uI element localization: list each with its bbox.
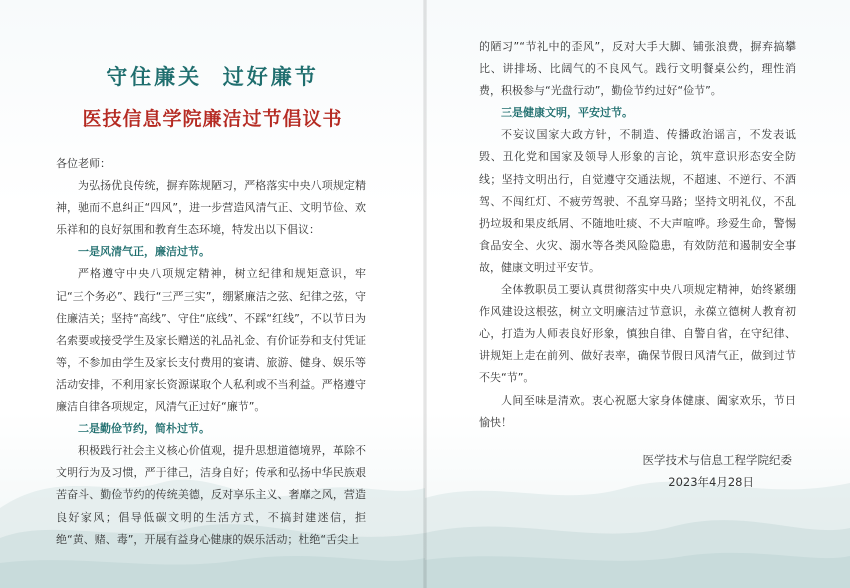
main-title: 医技信息学院廉洁过节倡议书 bbox=[82, 108, 343, 130]
section-2-body: 积极践行社会主义核心价值观，提升思想道德境界，革除不文明行为及习惯，严于律己，洁身自好；传承和弘扬中华民族艰苦奋斗、勤俭节约的传统美德，反对享乐主义、奢靡之风，营造良好家风；倡导低碳文明的生活方式，不搞封建迷信，拒绝“黄、赌、毒”，开展有益身心健康的娱乐活动；杜绝“舌尖上 bbox=[56, 444, 366, 546]
wishes: 人间至味是清欢。衷心祝愿大家身体健康、阖家欢乐，节日愉快！ bbox=[479, 393, 796, 429]
salutation: 各位老师： bbox=[56, 157, 111, 170]
section-1-title: 一是风清气正，廉洁过节。 bbox=[78, 245, 210, 259]
signature-org: 医学技术与信息工程学院纪委 bbox=[642, 453, 792, 467]
section-2-continued: 的陋习”“节礼中的歪风”，反对大手大脚、铺张浪费，摒弃搞攀比、讲排场、比阔气的不良风气。践行文明餐桌公约，理性消费，积极参与“光盘行动”，勤俭节约过好“俭节”。 bbox=[479, 40, 796, 98]
intro-paragraph: 为弘扬优良传统，摒弃陈规陋习，严格落实中央八项规定精神，驰而不息纠正“四风”，进一步营造风清气正、文明节俭、欢乐祥和的良好氛围和教育生态环境，特发出以下倡议： bbox=[56, 179, 366, 237]
closing-paragraph: 全体教职员工要认真贯彻落实中央八项规定精神，始终紧绷作风建设这根弦，树立文明廉洁过节意识，永葆立德树人教育初心，打造为人师表良好形象，慎独自律、自警自省，在守纪律、讲规矩上走在前列、做好表率，确保节假日风清气正，做到过节不失“节”。 bbox=[479, 283, 796, 385]
page-fold bbox=[423, 0, 427, 588]
left-body bbox=[56, 153, 366, 551]
title-slogan: 守住廉关 过好廉节 bbox=[106, 64, 319, 89]
section-1-body: 严格遵守中央八项规定精神，树立纪律和规矩意识，牢记“三个务必”、践行“三严三实”，绷紧廉洁之弦、纪律之弦，守住廉洁关；坚持“高线”、守住“底线”、不踩“红线”，不以节日为名索要或接受学生及家长赠送的礼品礼金、有价证券和支付凭证等，不参加由学生及家长支付费用的宴请、旅游、健身、娱乐等活动安排，不利用家长资源谋取个人私利或不当利益。严格遵守廉洁自律各项规定，风清气正过好“廉节”。 bbox=[56, 267, 366, 414]
right-page bbox=[425, 0, 850, 588]
section-2-title: 二是勤俭节约，简朴过节。 bbox=[78, 422, 210, 436]
right-body bbox=[479, 36, 796, 434]
signature-date: 2023年4月28日 bbox=[668, 475, 754, 489]
section-3-title: 三是健康文明，平安过节。 bbox=[501, 106, 633, 120]
section-3-body: 不妄议国家大政方针，不制造、传播政治谣言，不发表诋毁、丑化党和国家及领导人形象的言论，筑牢意识形态安全防线；坚持文明出行，自觉遵守交通法规，不超速、不逆行、不酒驾、不闯红灯、不疲劳驾驶、不乱穿马路；坚持文明礼仪，不乱扔垃圾和果皮纸屑、不随地吐痰、不大声喧哗。珍爱生命，警惕食品安全、火灾、溺水等各类风险隐患，有效防范和遏制安全事故，健康文明过平安节。 bbox=[479, 128, 796, 274]
